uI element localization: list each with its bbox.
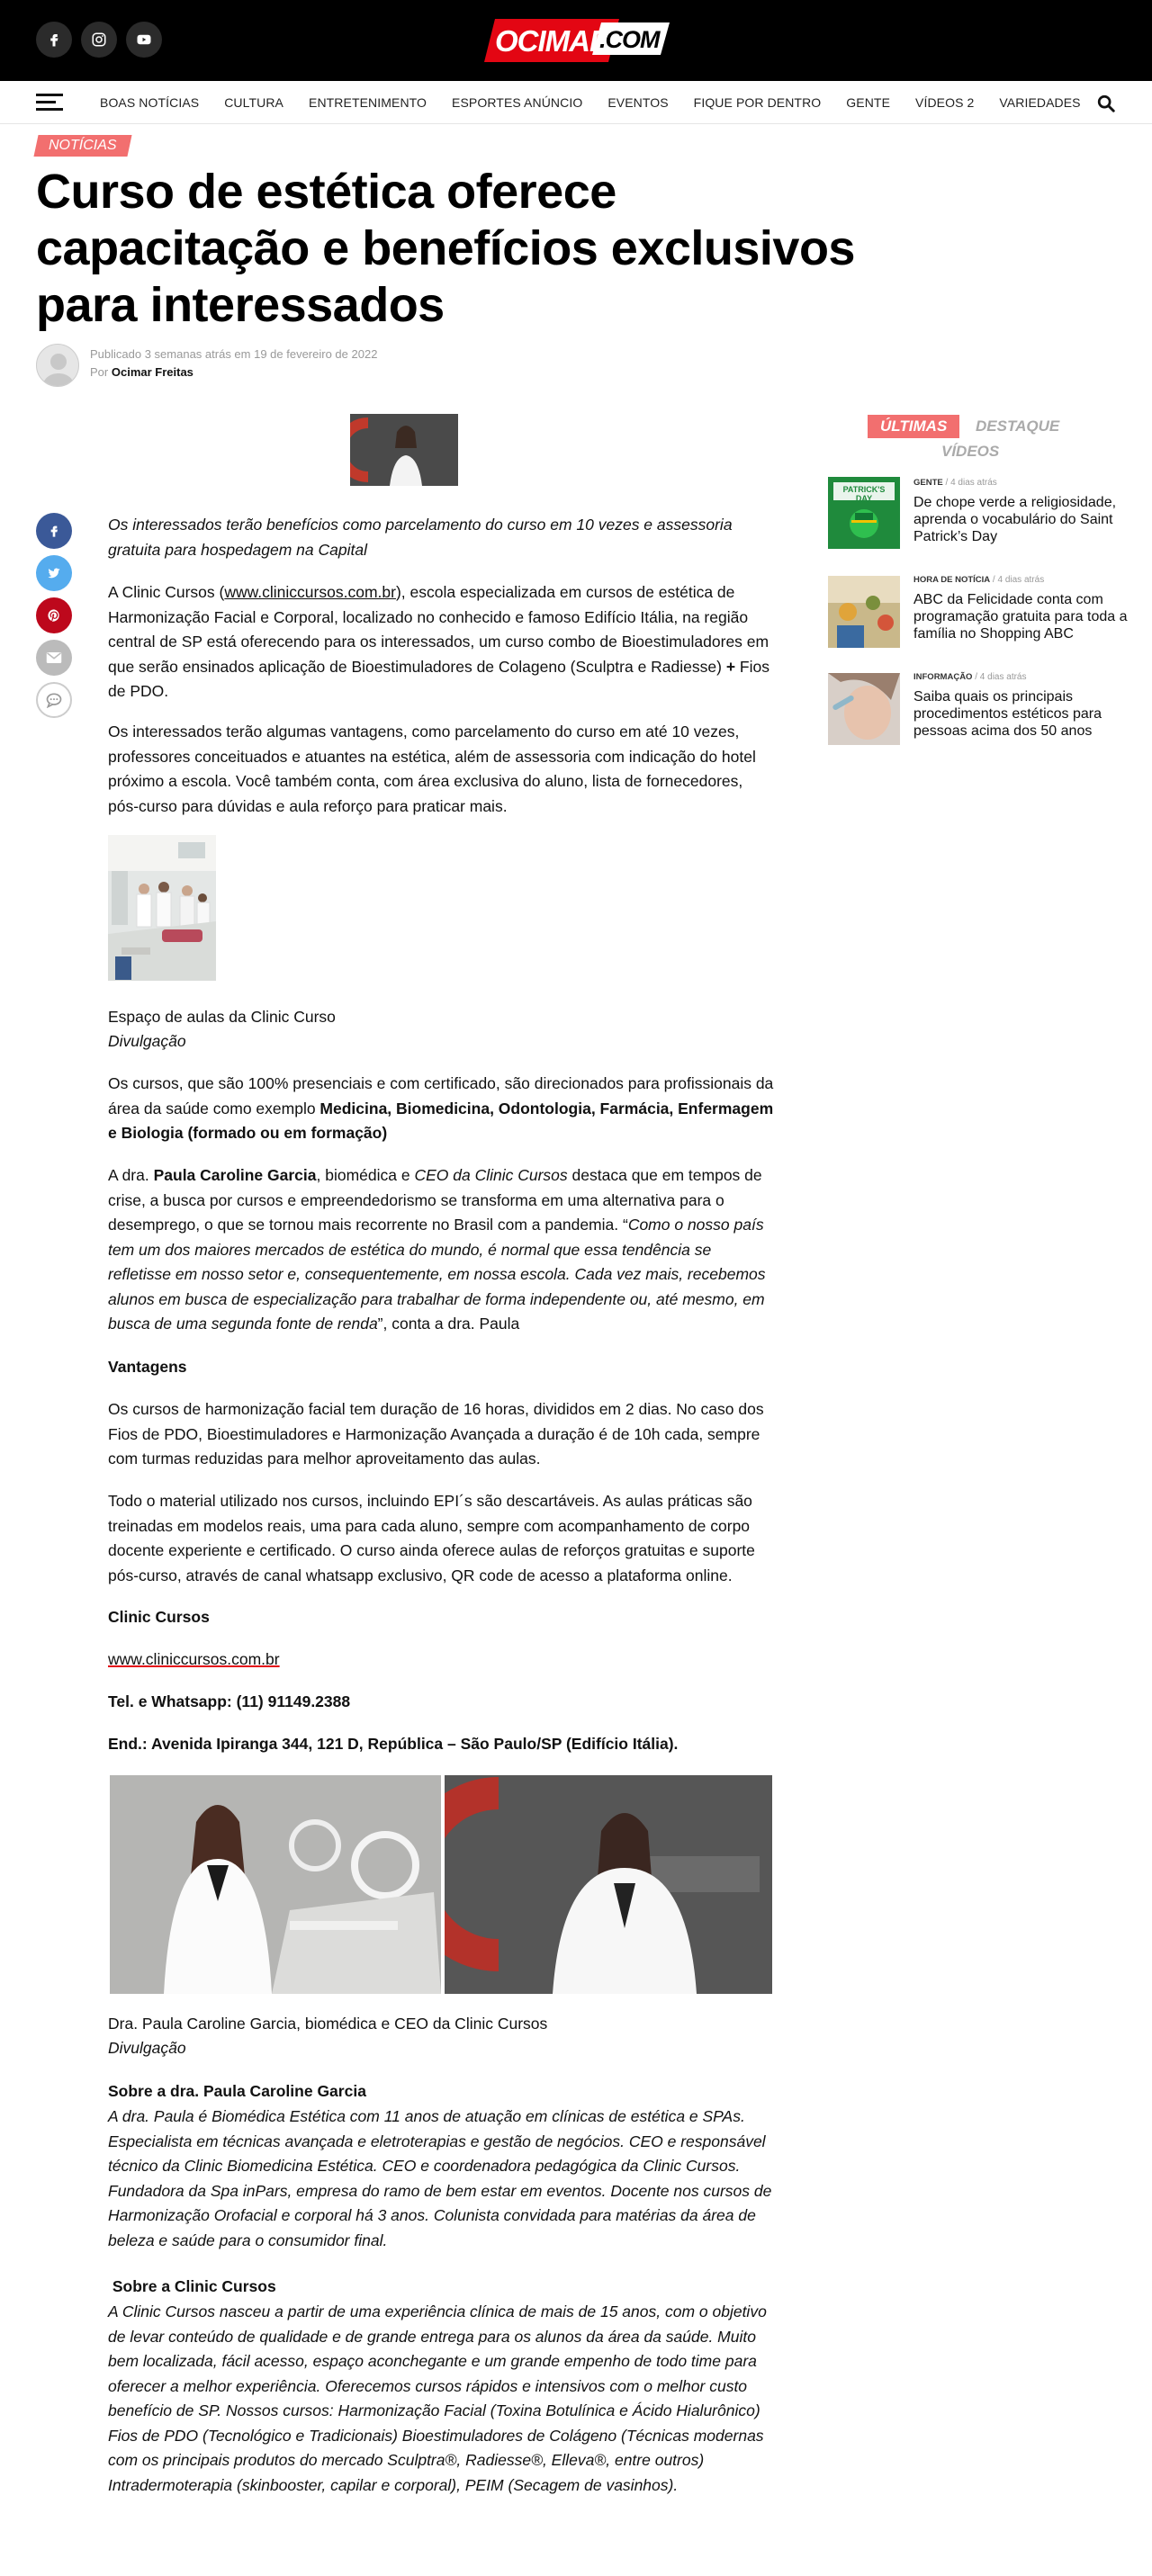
- article-paragraph: Todo o material utilizado nos cursos, incluindo EPI´s são descartáveis. As aulas práticas são treinadas em modelos reais, uma para cada aluno, sempre com acompanhamento de corpo docente experiente e certificado. O curso ainda oferece aulas de reforços gratuitas e suporte pós-curso, através de canal whatsapp exclusivo, QR code de acesso a plataforma online.: [108, 1492, 755, 1584]
- article-paragraph: Os cursos, que são 100% presenciais e com certificado, são direcionados para profissionais da área da saúde como exemplo Medicina, Biomedicina, Odontologia, Farmácia, Enfermagem e Biologia (formado ou em formação): [108, 1074, 774, 1142]
- article-paragraph: Os interessados terão algumas vantagens, como parcelamento do curso em até 10 vezes, professores conceituados e atuantes na estética, além de assessoria com indicação do hotel próximo a escola. Você também conta, com área exclusiva do aluno, lista de fornecedores, pós-curso para dúvidas e aula reforço para praticar mais.: [108, 723, 756, 815]
- section-heading: Sobre a dra. Paula Caroline Garcia: [108, 2082, 366, 2100]
- article-title: Curso de estética oferece capacitação e benefícios exclusivos para interessados: [36, 165, 855, 332]
- logo-text-red: OCIMAR: [495, 24, 610, 58]
- image-credit: Divulgação: [108, 1032, 186, 1050]
- logo-text-white: .COM: [599, 26, 660, 53]
- contact-phone: Tel. e Whatsapp: (11) 91149.2388: [108, 1692, 351, 1710]
- author-avatar[interactable]: [36, 344, 79, 387]
- nav-item-eventos[interactable]: EVENTOS: [608, 95, 669, 110]
- by-prefix: Por: [90, 365, 109, 379]
- facebook-icon[interactable]: [36, 22, 72, 58]
- post-title[interactable]: De chope verde a religiosidade, aprenda o vocabulário do Saint Patrick’s Day: [914, 495, 1117, 544]
- nav-item-fique-por-dentro[interactable]: FIQUE POR DENTRO: [693, 95, 822, 110]
- image-caption: Dra. Paula Caroline Garcia, biomédica e CEO da Clinic Cursos: [108, 2015, 548, 2033]
- top-bar: [0, 0, 1152, 81]
- post-meta: INFORMAÇÃO / 4 dias atrás: [914, 672, 1027, 682]
- nav-item-variedades[interactable]: VARIEDADES: [999, 95, 1081, 110]
- author-link[interactable]: Ocimar Freitas: [111, 365, 194, 379]
- article-paragraph: A Clinic Cursos nasceu a partir de uma experiência clínica de mais de 15 anos, com o objetivo de levar conteúdo de qualidade e de grande entrega para os alunos da área da saúde. Muito bem localizada, fácil acesso, espaço aconchegante e um grande empenho de todo time para oferecer a melhor experiência. Oferecemos cursos rápidos e intensivos com o melhor custo benefício de SP. Nossos cursos: Harmonização Facial (Toxina Botulínica e Ácido Hialurônico) Fios de PDO (Tecnológico e Tradicionais) Bioestimuladores de Colágeno (Técnicas modernas com os principais produtos do mercado Sculptra®, Radiesse®, Elleva®, entre outros) Intradermoterapia (skinbooster, capilar e corporal), PEIM (Secagem de vasinhos).: [108, 2302, 767, 2494]
- nav-item-esportes-anuncio[interactable]: ESPORTES ANÚNCIO: [452, 95, 583, 110]
- tab-videos[interactable]: VÍDEOS: [941, 443, 1000, 460]
- post-title[interactable]: Saiba quais os principais procedimentos estéticos para pessoas acima dos 50 anos: [914, 689, 1102, 739]
- nav-item-videos-2[interactable]: VÍDEOS 2: [915, 95, 975, 110]
- tab-ultimas[interactable]: ÚLTIMAS: [868, 415, 959, 438]
- share-twitter-icon[interactable]: [36, 555, 72, 591]
- tab-destaque[interactable]: DESTAQUE: [976, 417, 1060, 435]
- nav-item-entretenimento[interactable]: ENTRETENIMENTO: [309, 95, 428, 110]
- share-email-icon[interactable]: [36, 640, 72, 676]
- nav-item-gente[interactable]: GENTE: [846, 95, 891, 110]
- nav-item-boas-noticias[interactable]: BOAS NOTÍCIAS: [100, 95, 200, 110]
- section-heading: Sobre a Clinic Cursos: [108, 2277, 276, 2295]
- article-lead: Os interessados terão benefícios como parcelamento do curso em 10 vezes e assessoria gratuita para hospedagem na Capital: [108, 516, 733, 559]
- image-caption: Espaço de aulas da Clinic Curso: [108, 1008, 336, 1026]
- search-icon[interactable]: [1096, 94, 1116, 113]
- clinic-link-inline[interactable]: www.cliniccursos.com.br: [224, 583, 396, 601]
- post-meta: HORA DE NOTÍCIA / 4 dias atrás: [914, 575, 1045, 585]
- classroom-photo: [108, 835, 216, 981]
- post-thumbnail[interactable]: [828, 477, 900, 549]
- image-credit: Divulgação: [108, 2039, 186, 2057]
- clinic-site-link[interactable]: www.cliniccursos.com.br: [108, 1650, 280, 1668]
- site-logo[interactable]: [482, 15, 671, 66]
- post-thumbnail[interactable]: [828, 673, 900, 745]
- article-paragraph: A dra. Paula Caroline Garcia, biomédica e CEO da Clinic Cursos destaca que em tempos de crise, a busca por cursos e empreendedorismo se transforma em uma alternativa para o desemprego, o que se tornou mais recorrente no Brasil com a pandemia. “Como o nosso país tem um dos maiores mercados de estética do mundo, é normal que essa tendência se refletisse em nosso setor e, consequentemente, em nossa escola. Cada vez mais, recebemos alunos em busca de especialização para trabalhar de forma independente ou, até mesmo, em busca de uma segunda fonte de renda”, conta a dra. Paula: [108, 1166, 766, 1333]
- doctor-photo-clinic: [110, 1775, 441, 1994]
- byline: [90, 365, 194, 379]
- category-badge[interactable]: NOTÍCIAS: [33, 135, 131, 157]
- thumb-caption: PATRICK'S DAY: [842, 485, 886, 503]
- post-thumbnail[interactable]: [828, 576, 900, 648]
- nav-items: [100, 95, 1106, 110]
- instagram-icon[interactable]: [81, 22, 117, 58]
- hero-image: [350, 414, 458, 486]
- article-paragraph: A Clinic Cursos (www.cliniccursos.com.br), escola especializada em cursos de estética de Harmonização Facial e Corporal, localizado no conhecido e famoso Edifício Itália, na região central de SP está oferecendo para os interessados, um curso combo de Bioestimuladores em que serão ensinados aplicação de Bioestimuladores de Colageno (Sculptra e Radiesse) + Fios de PDO.: [108, 583, 770, 700]
- section-heading: Clinic Cursos: [108, 1608, 210, 1626]
- comment-icon[interactable]: [36, 682, 72, 718]
- contact-address: End.: Avenida Ipiranga 344, 121 D, República – São Paulo/SP (Edifício Itália).: [108, 1735, 679, 1753]
- publish-date: Publicado 3 semanas atrás em 19 de fevereiro de 2022: [90, 347, 378, 361]
- nav-item-cultura[interactable]: CULTURA: [224, 95, 284, 110]
- post-title[interactable]: ABC da Felicidade conta com programação gratuita para toda a família no Shopping ABC: [914, 592, 1128, 642]
- menu-icon[interactable]: [36, 94, 63, 112]
- doctor-photo-logo: [445, 1775, 772, 1994]
- section-heading: Vantagens: [108, 1358, 187, 1376]
- main-nav: [0, 81, 1152, 124]
- article-paragraph: Os cursos de harmonização facial tem duração de 16 horas, divididos em 2 dias. No caso dos Fios de PDO, Bioestimuladores e Harmonização Avançada a duração é de 10h cada, sempre com turmas reduzidas para melhor aproveitamento das aulas.: [108, 1400, 764, 1468]
- youtube-icon[interactable]: [126, 22, 162, 58]
- share-pinterest-icon[interactable]: [36, 597, 72, 633]
- article-paragraph: A dra. Paula é Biomédica Estética com 11 anos de atuação em clínicas de estética e SPAs. Especialista em técnicas avançada e eletroterapias e gestão de negócios. CEO e responsável técnico da Clinic Biomedicina Estética. CEO e coordenadora pedagógica da Clinic Cursos. Fundadora da Spa inPars, empresa do ramo de bem estar em eventos. Docente nos cursos de Harmonização Orofacial e corporal há 3 anos. Colunista convidada para matérias da área de beleza e saúde para o consumidor final.: [108, 2107, 772, 2249]
- post-meta: GENTE / 4 dias atrás: [914, 478, 997, 488]
- share-facebook-icon[interactable]: [36, 513, 72, 549]
